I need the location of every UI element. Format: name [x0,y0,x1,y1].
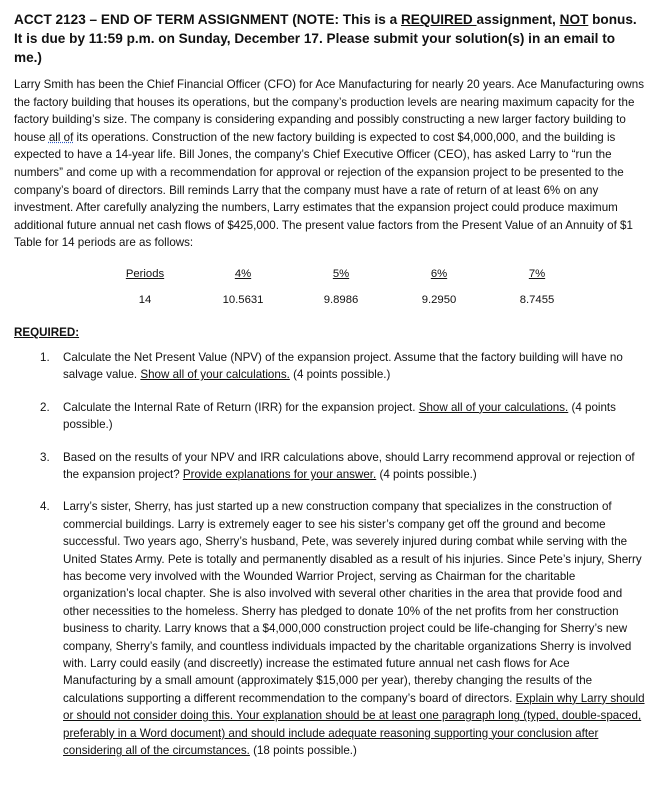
intro-flagged-phrase: all of [48,130,74,144]
header-text: assignment, [476,12,560,27]
item-underlined-text: Show all of your calculations. [418,400,569,414]
item-underlined-text: Explain why Larry should or should not consider doing this. Your explanation should be at least one paragraph long (typed, double-spaced, preferably in a Word document) and should include adequate reasoning supporting your conclusion after considering all of the circumstances. [63,691,645,758]
header-not-emphasis: NOT [559,12,589,27]
item-number: 4. [40,500,50,514]
pv-value-cell: 8.7455 [519,293,555,306]
assignment-header [14,10,646,67]
pv-value-cell: 10.5631 [222,293,264,306]
item-underlined-text: Show all of your calculations. [140,368,290,382]
list-item [14,498,646,759]
pv-value-cell: 14 [138,293,152,306]
pv-table-header-row [96,264,586,284]
item-points: (18 points possible.) [249,744,357,758]
intro-text: its operations. Construction of the new factory building is expected to cost $4,000,000, and the building is expected to have a 14-year life. Bill Jones, the company’s Chief Executive Officer (CEO), has asked Larry to “run the numbers” and come up with a recommendation for approval or rejection of the expansion project to be presented to the company’s board of directors. Bill reminds Larry that the company must have a rate of return of at least 6% on any investment. After carefully analyzing the numbers, Larry estimates that the expansion project could produce maximum additional future annual net cash flows of $425,000. The present value factors from the Present Value of an Annuity of $1 Table for 14 periods are as follows: [14,130,633,250]
pv-table-value-row [96,284,586,310]
pv-header-cell: Periods [125,267,165,280]
header-text: bonus. It is due by 11:59 p.m. on Sunday, December 17. Please submit your solution(s) in an email to me.) [14,12,637,65]
list-item [14,399,646,434]
item-underlined-text: Provide explanations for your answer. [182,467,377,481]
intro-paragraph [14,76,646,252]
list-item [14,349,646,384]
header-required-emphasis: REQUIRED [400,12,477,27]
item-number: 3. [40,450,50,464]
item-text: Larry’s sister, Sherry, has just started up a new construction company that specializes in the construction of commercial buildings. Larry is extremely eager to see his sister’s company get off the ground and become successful. Two years ago, Sherry’s husband, Pete, was severely injured during combat while serving with the United States Army. Pete is totally and permanently disabled as a result of his injuries. Since Pete’s injury, Sherry has become very involved with the Wounded Warrior Project, serving as Chairman for the charitable organization’s local chapter. She is also involved with several other charities in the area that provide food and other necessities to the homeless. Sherry has pledged to donate 10% of the net profits from her construction business to charity. Larry knows that a $4,000,000 construction project could be life-changing for Sherry’s new company, Sherry’s family, and countless individuals impacted by the charitable organizations Sherry is involved with. Larry could easily (and discreetly) increase the estimated future annual net cash flows for Ace Manufacturing by a small amount (approximately $15,000 per year), thereby changing the results of the calculations supporting a different recommendation to the company’s board of directors. [63,500,642,705]
pv-header-cell: 5% [332,267,350,280]
item-text: Based on the results of your NPV and IRR calculations above, should Larry recommend approval or rejection of the expansion project? [63,450,635,481]
list-item [14,449,646,484]
pv-value-cell: 9.2950 [421,293,457,306]
intro-text: Larry Smith has been the Chief Financial Officer (CFO) for Ace Manufacturing for nearly 20 years. Ace Manufacturing owns the factory building that houses its operations, but the company’s production levels are nearing maximum capacity for the factory building’s size. The company is considering expanding and possibly constructing a new larger factory building to house [14,78,645,144]
required-heading: REQUIRED: [14,325,80,339]
pv-header-cell: 4% [234,267,252,280]
assignment-page [14,10,646,774]
pv-header-cell: 6% [430,267,448,280]
item-number: 2. [40,400,50,414]
item-points: (4 points possible.) [376,467,477,481]
item-points: (4 points possible.) [63,400,616,432]
requirements-list [14,349,646,760]
item-text: Calculate the Net Present Value (NPV) of the expansion project. Assume that the factory building will have no salvage value. [63,350,623,382]
item-number: 1. [40,350,50,364]
item-points: (4 points possible.) [289,368,391,382]
item-text: Calculate the Internal Rate of Return (IRR) for the expansion project. [63,400,419,414]
pv-value-cell: 9.8986 [323,293,359,306]
pv-header-cell: 7% [528,267,546,280]
header-text: ACCT 2123 – END OF TERM ASSIGNMENT (NOTE: This is a [14,12,401,27]
pv-factor-table [96,264,586,310]
